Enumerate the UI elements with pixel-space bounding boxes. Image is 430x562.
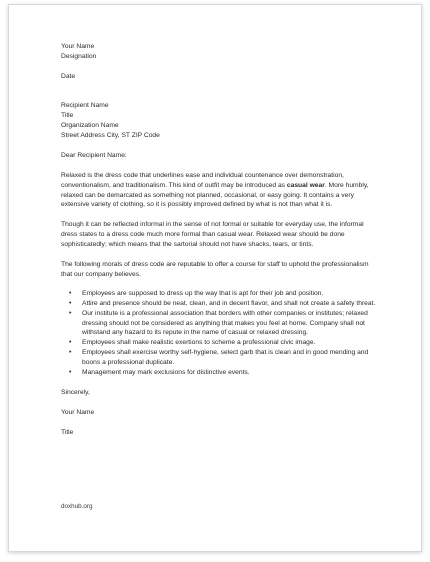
paragraph-1-bold: casual wear (286, 181, 325, 189)
footer-watermark: doxhub.org (61, 503, 93, 510)
letter-page (8, 4, 422, 552)
list-item: • Management may mark exclusions for distinctive events. (82, 368, 381, 378)
letter-date: Date (61, 72, 76, 80)
paragraph-3: The following morals of dress code are reputable to offer a course for staff to uphold the professionalism that our company believes. (61, 261, 369, 278)
salutation: Dear Recipient Name: (61, 151, 127, 159)
paragraph-1 (61, 171, 381, 211)
sender-name: Your Name (61, 43, 95, 50)
list-item: • Employees are supposed to dress up the way that is apt for their job and position. (82, 289, 381, 299)
paragraph-1-text-a: Relaxed is the dress code that underlines ease and individual countenance over demonstration, conventionalism, and traditionalism. This kind of outfit may be introduced as (61, 171, 344, 189)
signer-name: Your Name (61, 408, 95, 416)
paragraph-2: Though it can be reflected informal in the sense of not formal or suitable for everyday use, the informal dress states to a dress code much more formal than casual wear. Relaxed wear should be done sophisticatedly; which means that the sartorial should not have shacks, tears, or tints. (61, 221, 364, 249)
signer-title: Title (61, 428, 74, 436)
recipient-address: Street Address City, ST ZIP Code (61, 132, 160, 140)
sender-designation: Designation (61, 52, 97, 60)
dress-code-list (61, 289, 381, 378)
list-item: • Employees shall make realistic exertions to scheme a professional civic image. (82, 338, 381, 348)
list-item: • Employees shall exercise worthy self-hygiene, select garb that is clean and in good mending and boons a professional duplicate. (82, 348, 381, 368)
list-item: • Our institute is a professional association that borders with other companies or institutes; relaxed dressing should not be considered as anything that makes you feel at home. Company shall not withstand any hazard to its repute in the name of casual or relaxed dressing. (82, 309, 381, 339)
letter-body (61, 42, 381, 437)
recipient-organization: Organization Name (61, 122, 119, 130)
list-item: • Attire and presence should be neat, clean, and in decent flavor, and shall not create a safety threat. (82, 299, 381, 309)
recipient-name: Recipient Name (61, 102, 109, 110)
paragraph-1-text-b: . More humbly, relaxed can be demarcated as something not planned, occasional, or easy going. It contains a very extensive variety of clothing, so it is possibly improved defined by what is not than what it is. (61, 181, 369, 209)
recipient-title: Title (61, 112, 74, 120)
valediction: Sincerely, (61, 388, 90, 396)
